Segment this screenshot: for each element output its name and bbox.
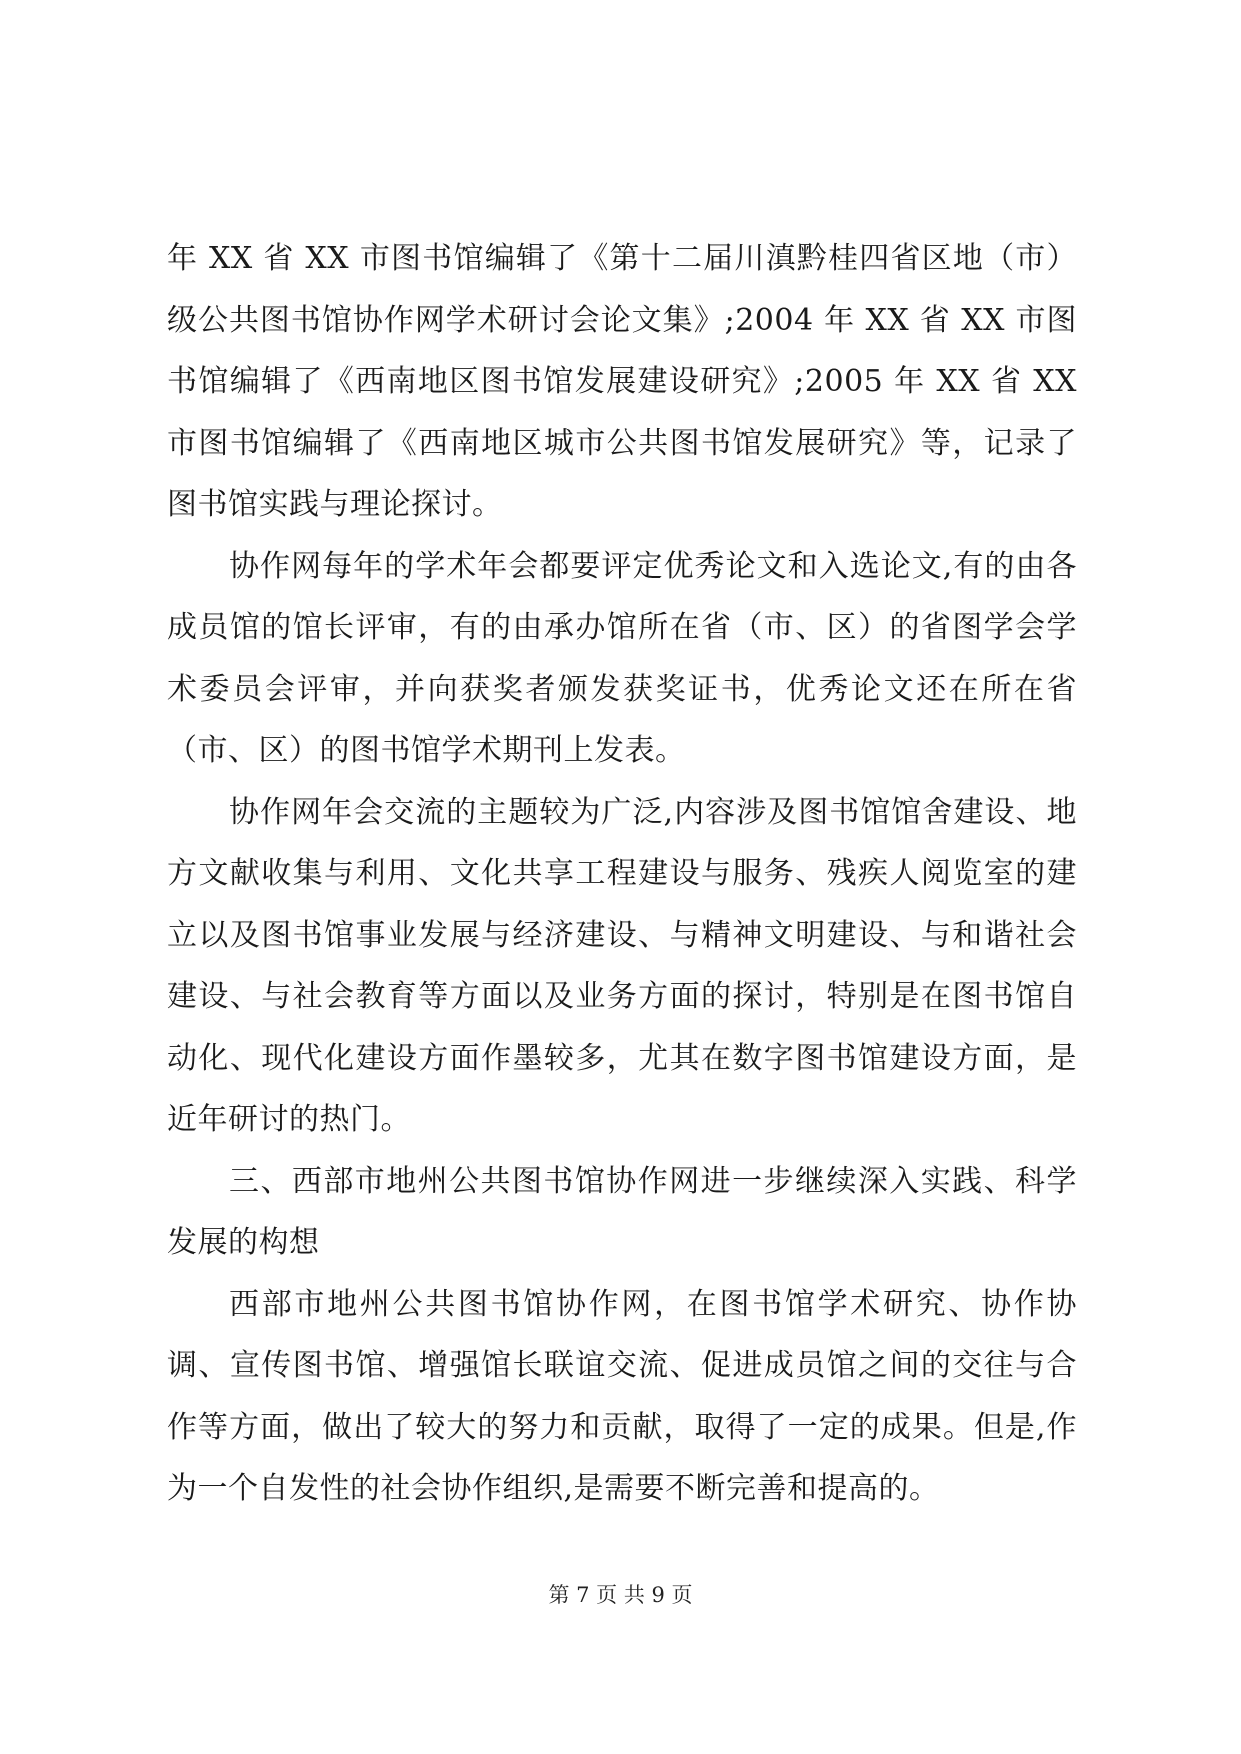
paragraph-2: 协作网每年的学术年会都要评定优秀论文和入选论文,有的由各成员馆的馆长评审，有的由承办馆所在省（市、区）的省图学会学术委员会评审，并向获奖者颁发获奖证书，优秀论文还在所在省（市、区）的图书馆学术期刊上发表。 (167, 548, 1077, 768)
document-body (167, 228, 1077, 1520)
section-heading: 三、西部市地州公共图书馆协作网进一步继续深入实践、科学发展的构想 (167, 1163, 1077, 1260)
paragraph-1: 年 XX 省 XX 市图书馆编辑了《第十二届川滇黔桂四省区地（市）级公共图书馆协作网学术研讨会论文集》;2004 年 XX 省 XX 市图书馆编辑了《西南地区图书馆发展建设研究》;2005 年 XX 省 XX 市图书馆编辑了《西南地区城市公共图书馆发展研究》等，记录了图书馆实践与理论探讨。 (167, 241, 1077, 522)
paragraph-3: 协作网年会交流的主题较为广泛,内容涉及图书馆馆舍建设、地方文献收集与利用、文化共享工程建设与服务、残疾人阅览室的建立以及图书馆事业发展与经济建设、与精神文明建设、与和谐社会建设、与社会教育等方面以及业务方面的探讨，特别是在图书馆自动化、现代化建设方面作墨较多，尤其在数字图书馆建设方面，是近年研讨的热门。 (167, 794, 1077, 1137)
page-number-footer: 第 7 页 共 9 页 (548, 1583, 693, 1607)
paragraph-4: 西部市地州公共图书馆协作网，在图书馆学术研究、协作协调、宣传图书馆、增强馆长联谊交流、促进成员馆之间的交往与合作等方面，做出了较大的努力和贡献，取得了一定的成果。但是,作为一个自发性的社会协作组织,是需要不断完善和提高的。 (167, 1286, 1077, 1506)
